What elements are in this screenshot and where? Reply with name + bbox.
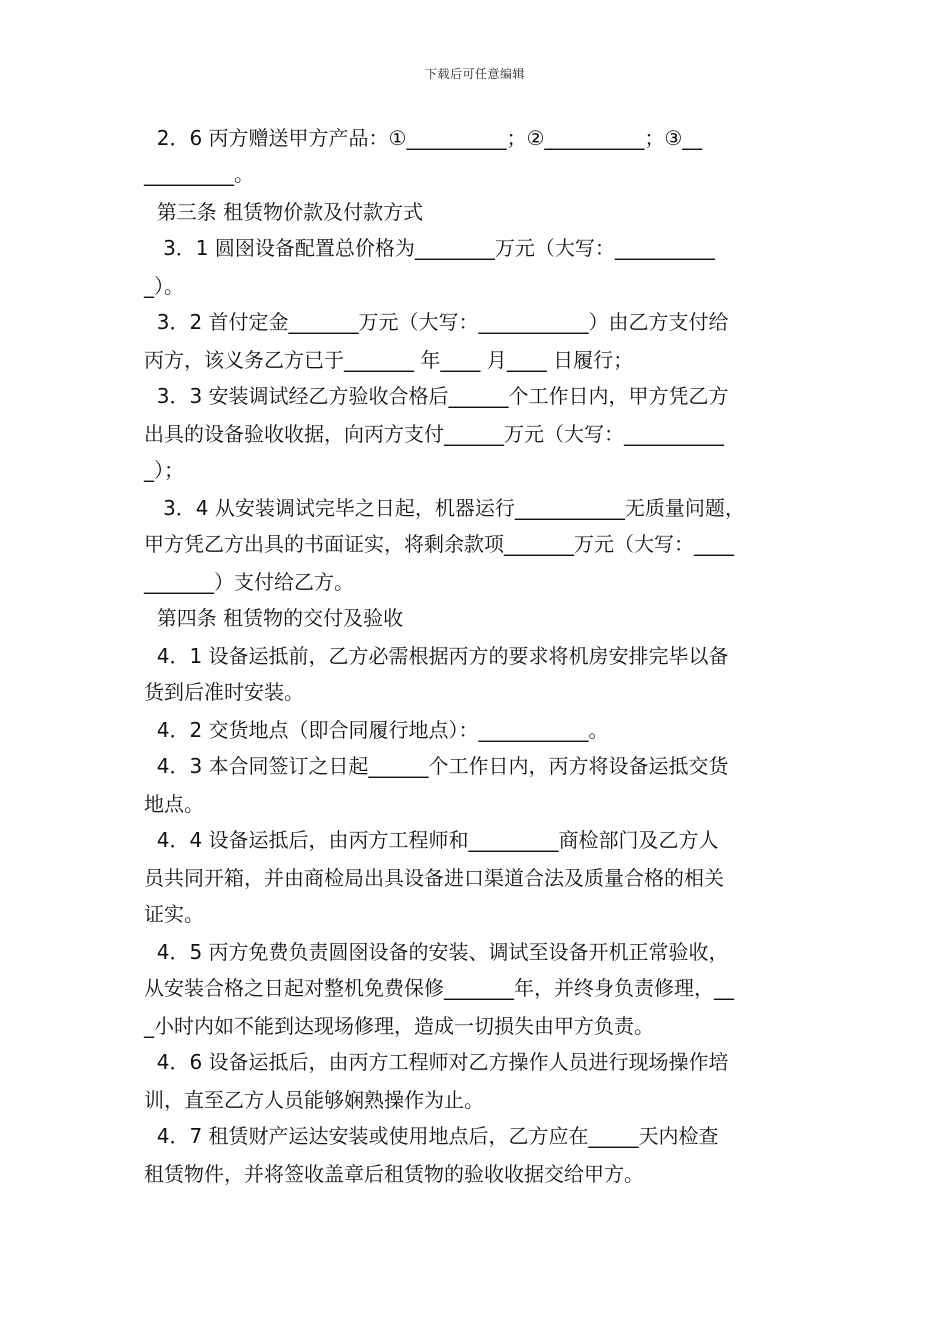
text-line: 租赁物件，并将签收盖章后租赁物的验收收据交给甲方。	[144, 1162, 644, 1186]
text-line: _小时内如不能到达现场修理，造成一切损失由甲方负责。	[144, 1014, 654, 1038]
text-line: 4．1 设备运抵前，乙方必需根据丙方的要求将机房安排完毕以备	[144, 644, 729, 668]
text-line: 从安装合格之日起对整机免费保修_______年，并终身负责修理，__	[144, 976, 734, 1000]
text-line: 甲方凭乙方出具的书面证实，将剩余款项_______万元（大写：____	[144, 532, 734, 556]
text-line: 丙方，该义务乙方已于_______ 年____ 月____ 日履行；	[144, 348, 634, 372]
text-line: 出具的设备验收收据，向丙方支付______万元（大写：__________	[144, 422, 724, 446]
text-line: 3．1 圆囹设备配置总价格为________万元（大写：__________	[144, 236, 715, 260]
text-line: 员共同开箱，并由商检局出具设备进口渠道合法及质量合格的相关	[144, 866, 724, 890]
section-heading: 第四条 租赁物的交付及验收	[144, 606, 404, 630]
text-line: _）；	[144, 458, 184, 482]
text-line: 训，直至乙方人员能够娴熟操作为止。	[144, 1088, 484, 1112]
text-line: 3．3 安装调试经乙方验收合格后______个工作日内，甲方凭乙方	[144, 384, 729, 408]
text-line: _）。	[144, 274, 184, 298]
text-line: _______）支付给乙方。	[144, 570, 354, 594]
text-line: 3．4 从安装调试完毕之日起，机器运行___________无质量问题，	[144, 496, 745, 520]
text-line: 货到后准时安装。	[144, 680, 304, 704]
text-line: 4．6 设备运抵后，由丙方工程师对乙方操作人员进行现场操作培	[144, 1050, 729, 1074]
page-header: 下载后可任意编辑	[424, 67, 525, 81]
text-line: 4．7 租赁财产运达安装或使用地点后，乙方应在_____天内检查	[144, 1124, 719, 1148]
text-line: 2．6 丙方赠送甲方产品：①__________；②__________；③__	[144, 126, 703, 150]
text-line: 4．5 丙方免费负责圆囹设备的安装、调试至设备开机正常验收，	[144, 940, 729, 964]
text-line: 4．4 设备运抵后，由丙方工程师和_________商检部门及乙方人	[144, 828, 719, 852]
text-line: 证实。	[144, 902, 204, 926]
text-line: 地点。	[144, 792, 204, 816]
text-line: 4．2 交货地点（即合同履行地点）：___________。	[144, 718, 609, 742]
section-heading: 第三条 租赁物价款及付款方式	[144, 200, 424, 224]
text-line: _________。	[144, 162, 254, 186]
text-line: 4．3 本合同签订之日起______个工作日内，丙方将设备运抵交货	[144, 754, 729, 778]
text-line: 3．2 首付定金_______万元（大写：___________）由乙方支付给	[144, 310, 729, 334]
